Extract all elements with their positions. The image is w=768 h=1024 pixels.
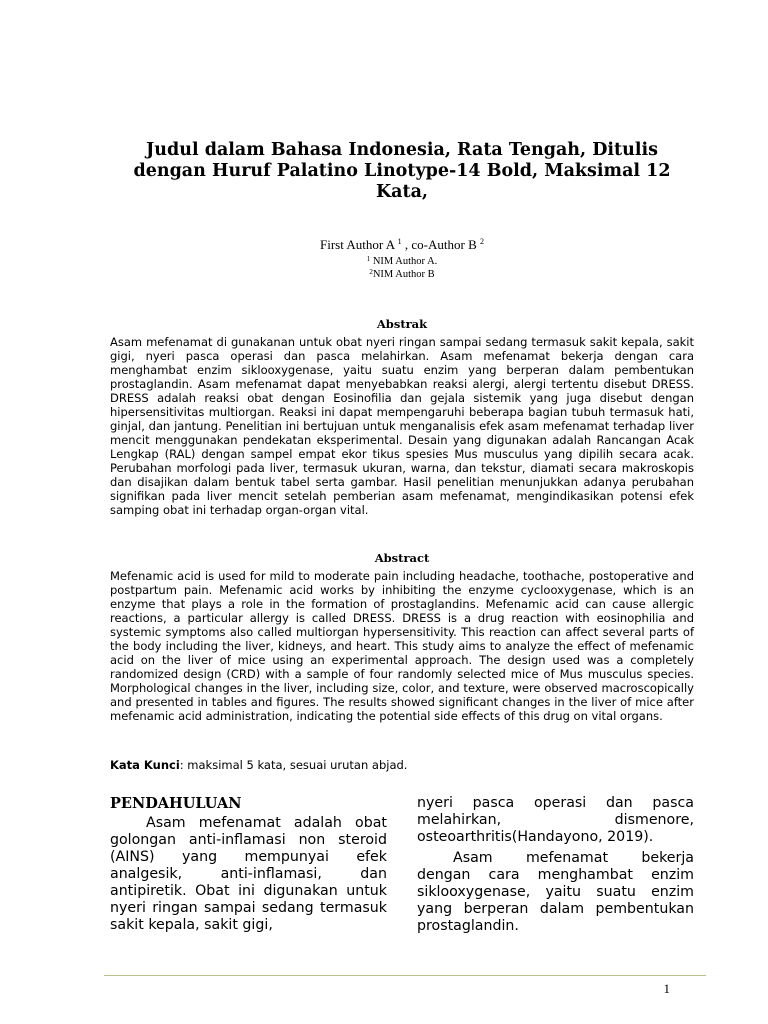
page-number: 1 bbox=[663, 981, 670, 996]
keywords-line bbox=[110, 758, 694, 772]
affiliation-2 bbox=[110, 266, 694, 281]
body-column-right bbox=[417, 795, 694, 945]
abstrak-heading: Abstrak bbox=[376, 317, 428, 331]
affiliation-2-sup: 2 bbox=[369, 268, 373, 276]
abstract-heading: Abstract bbox=[374, 551, 430, 565]
first-author-sup: 1 bbox=[397, 237, 402, 246]
co-author-sup: 2 bbox=[480, 237, 485, 246]
footer-divider bbox=[104, 975, 706, 976]
keywords-label: Kata Kunci bbox=[110, 758, 180, 772]
affiliation-2-text: NIM Author B bbox=[372, 269, 435, 280]
author-line bbox=[110, 234, 694, 253]
first-author: First Author A bbox=[319, 237, 395, 252]
abstract-text: Mefenamic acid is used for mild to moderate pain including headache, toothache, postoperative and postpartum pain. Mefenamic acid works by inhibiting the enzyme cyclooxygenase, which is an enzyme that plays a role in the formation of prostaglandins. Mefenamic acid can cause allergic reactions, a particular allergy is called DRESS. DRESS is a drug reaction with eosinophilia and systemic symptoms also called multiorgan hypersensitivity. This reaction can affect several parts of the body including the liver, kidneys, and heart. This study aims to analyze the effect of mefenamic acid on the liver of mice using an experimental approach. The design used was a completely randomized design (CRD) with a sample of four randomly selected mice of Mus musculus species. Morphological changes in the liver, including size, color, and texture, were observed macroscopically and presented in tables and figures. The results showed significant changes in the liver of mice after mefenamic acid administration, indicating the potential side effects of this drug on vital organs. bbox=[110, 569, 694, 723]
paper-title: Judul dalam Bahasa Indonesia, Rata Tengah, Ditulis dengan Huruf Palatino Linotype-14 Bold, Maksimal 12 Kata, bbox=[133, 140, 671, 202]
section-heading-pendahuluan: PENDAHULUAN bbox=[110, 795, 242, 812]
abstrak-text: Asam mefenamat di gunakanan untuk obat nyeri ringan sampai sedang termasuk sakit kepala, sakit gigi, nyeri pasca operasi dan pasca melahirkan. Asam mefenamat bekerja dengan cara menghambat enzim siklooxygenase, yaitu suatu enzim yang berperan dalam pembentukan prostaglandin. Asam mefenamat dapat menyebabkan reaksi alergi, alergi tertentu disebut DRESS. DRESS adalah reaksi obat dengan Eosinofilia dan gejala sistemik yang juga disebut dengan hipersensitivitas multiorgan. Reaksi ini dapat mempengaruhi beberapa bagian tubuh termasuk hati, ginjal, dan jantung. Penelitian ini bertujuan untuk menganalisis efek asam mefenamat terhadap liver mencit menggunakan pendekatan eksperimental. Desain yang digunakan adalah Rancangan Acak Lengkap (RAL) dengan sampel empat ekor tikus spesies Mus musculus yang dipilih secara acak. Perubahan morfologi pada liver, termasuk ukuran, warna, dan tekstur, diamati secara makroskopis dan disajikan dalam bentuk tabel serta gambar. Hasil penelitian menunjukkan adanya perubahan signifikan pada liver mencit setelah pemberian asam mefenamat, mengindikasikan potensi efek samping obat ini terhadap organ-organ vital. bbox=[110, 335, 694, 517]
affiliation-1-text: NIM Author A. bbox=[372, 256, 438, 267]
body-paragraph: Asam mefenamat adalah obat golongan anti-inflamasi non steroid (AINS) yang mempunyai efek analgesik, anti-inflamasi, dan antipiretik. Obat ini digunakan untuk nyeri ringan sampai sedang termasuk sakit kepala, sakit gigi, bbox=[110, 815, 387, 933]
affiliation-1-sup: 1 bbox=[366, 255, 371, 263]
body-paragraph: nyeri pasca operasi dan pasca melahirkan, dismenore, osteoarthritis(Handayono, 2019). bbox=[417, 795, 694, 845]
co-author: , co-Author B bbox=[401, 237, 477, 252]
body-column-left bbox=[110, 795, 387, 945]
keywords-text: : maksimal 5 kata, sesuai urutan abjad. bbox=[179, 758, 408, 772]
body-paragraph: Asam mefenamat bekerja dengan cara menghambat enzim siklooxygenase, yaitu suatu enzim yang berperan dalam pembentukan prostaglandin. bbox=[417, 850, 694, 934]
